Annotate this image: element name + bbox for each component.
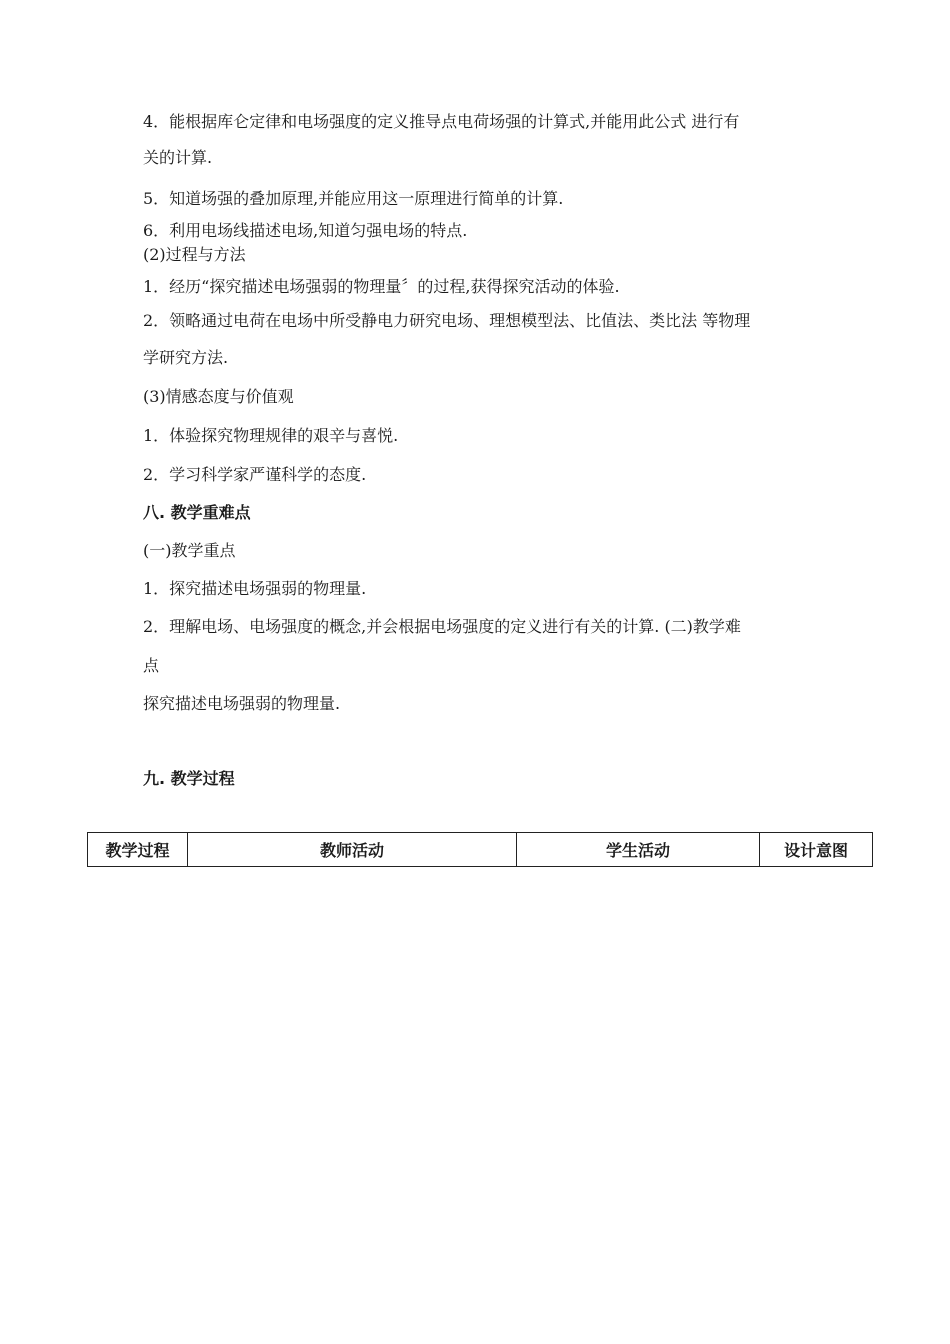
emotion-item-2: 2．学习科学家严谨科学的态度. — [143, 465, 367, 484]
objective-item-5: 5．知道场强的叠加原理,并能应用这一原理进行简单的计算. — [143, 189, 564, 208]
process-method-heading: (2)过程与方法 — [143, 245, 246, 264]
teaching-process-table — [87, 832, 873, 867]
process-method-item-1: 1．经历“探究描述电场强弱的物理量〞的过程,获得探究活动的体验. — [143, 277, 620, 296]
header-cell-process: 教学过程 — [88, 833, 188, 867]
difficulty-point: 探究描述电场强弱的物理量. — [143, 694, 341, 713]
objective-item-4-line-2: 关的计算. — [143, 148, 213, 167]
emotion-item-1: 1．体验探究物理规律的艰辛与喜悦. — [143, 426, 399, 445]
objective-item-6: 6．利用电场线描述电场,知道匀强电场的特点. — [143, 221, 468, 240]
emotion-heading: (3)情感态度与价值观 — [143, 387, 294, 406]
header-cell-design-intent: 设计意图 — [760, 833, 873, 867]
header-cell-student-activity: 学生活动 — [517, 833, 760, 867]
header-cell-teacher-activity: 教师活动 — [188, 833, 517, 867]
table-header-row — [88, 833, 873, 867]
process-method-item-2-line-2: 学研究方法. — [143, 348, 229, 367]
key-point-1: 1．探究描述电场强弱的物理量. — [143, 579, 367, 598]
section-8-title: 八. 教学重难点 — [143, 503, 251, 522]
key-point-2-line-1: 2．理解电场、电场强度的概念,并会根据电场强度的定义进行有关的计算. (二)教学难 — [143, 617, 741, 636]
process-method-item-2-line-1: 2．领略通过电荷在电场中所受静电力研究电场、理想模型法、比值法、类比法 等物理 — [143, 311, 751, 330]
section-9-title: 九. 教学过程 — [143, 769, 235, 788]
key-points-heading: (一)教学重点 — [143, 541, 236, 560]
objective-item-4-line-1: 4．能根据库仑定律和电场强度的定义推导点电荷场强的计算式,并能用此公式 进行有 — [143, 112, 740, 131]
key-point-2-line-2: 点 — [143, 656, 160, 675]
